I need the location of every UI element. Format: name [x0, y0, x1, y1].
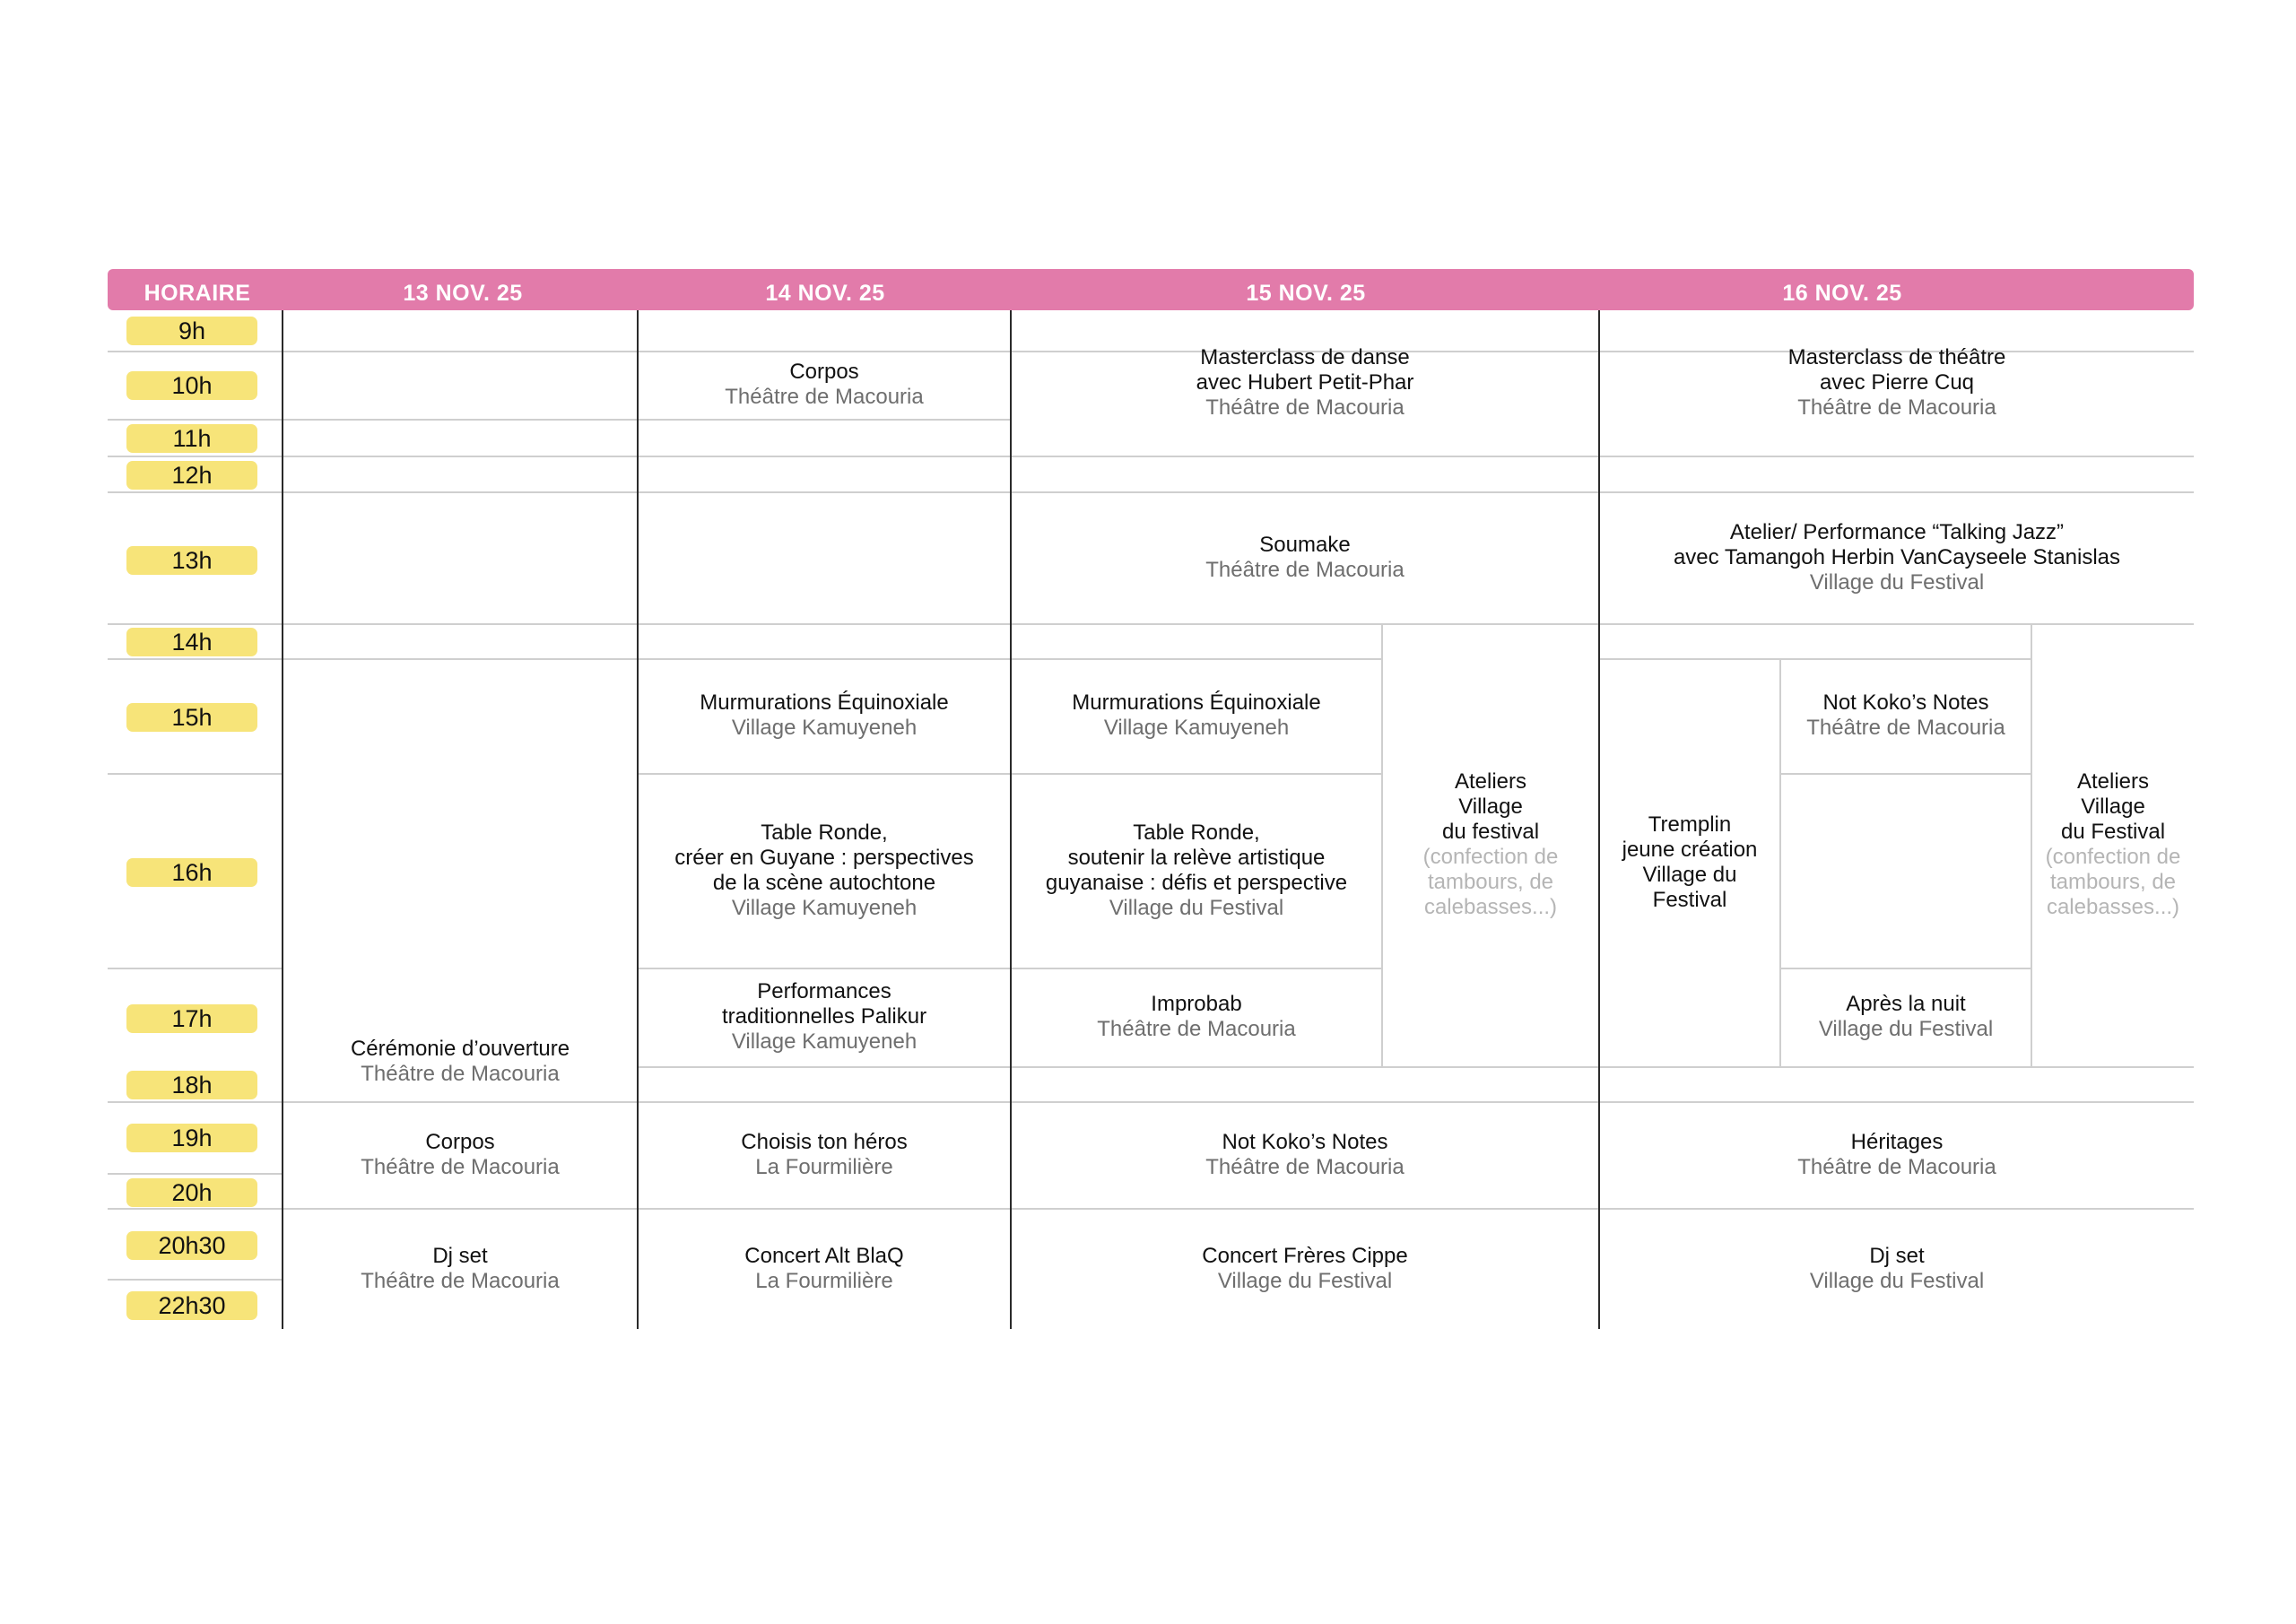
event-title: Corpos	[425, 1129, 495, 1154]
event-title: Ateliers	[2076, 769, 2150, 794]
grid-line	[108, 623, 2194, 625]
event-block	[639, 1208, 1010, 1329]
event-venue: Village Kamuyeneh	[731, 1029, 918, 1054]
event-block	[639, 658, 1010, 773]
event-block	[283, 1208, 637, 1329]
event-venue: Théâtre de Macouria	[1205, 395, 1405, 420]
event-title: Not Koko’s Notes	[1822, 690, 1989, 715]
event-venue: Théâtre de Macouria	[1797, 1154, 1996, 1179]
event-title: Choisis ton héros	[741, 1129, 908, 1154]
event-title: Soumake	[1259, 532, 1351, 557]
header-day-13: 13 NOV. 25	[403, 281, 523, 306]
event-note: tambours, de	[1427, 870, 1554, 894]
hour-label: 20h30	[126, 1231, 257, 1260]
hour-label: 15h	[126, 703, 257, 732]
event-block	[639, 351, 1010, 419]
event-title: Performances	[757, 979, 891, 1003]
grid-line	[108, 456, 2194, 457]
hour-label: 9h	[126, 317, 257, 345]
hour-label: 11h	[126, 424, 257, 453]
event-block	[1781, 968, 2031, 1066]
event-block	[283, 1101, 637, 1208]
event-title: Concert Frères Cippe	[1202, 1243, 1408, 1268]
hour-label: 13h	[126, 546, 257, 575]
event-block	[283, 968, 637, 1101]
event-venue: Village Kamuyeneh	[731, 895, 918, 920]
grid-line	[108, 773, 283, 775]
header-day-14: 14 NOV. 25	[765, 281, 885, 306]
event-title: Masterclass de théâtre	[1787, 345, 2006, 369]
grid-line	[108, 968, 283, 969]
event-title: Masterclass de danse	[1200, 345, 1410, 369]
event-venue: Théâtre de Macouria	[725, 385, 924, 409]
event-title: de la scène autochtone	[712, 870, 936, 895]
event-title: traditionnelles Palikur	[721, 1004, 927, 1029]
event-block	[1012, 968, 1381, 1066]
event-block	[1012, 658, 1381, 773]
event-venue: Village du Festival	[1217, 1268, 1393, 1293]
hour-label: 14h	[126, 628, 257, 656]
event-block	[1600, 310, 2194, 456]
event-venue: Théâtre de Macouria	[361, 1268, 560, 1293]
event-venue: Village Kamuyeneh	[731, 716, 918, 740]
grid-line	[108, 1279, 283, 1281]
event-venue: Village du Festival	[1109, 895, 1284, 920]
grid-line	[108, 1173, 283, 1175]
event-venue: Théâtre de Macouria	[1205, 557, 1405, 582]
event-venue: Village du Festival	[1809, 1268, 1985, 1293]
hour-label: 20h	[126, 1178, 257, 1207]
grid-line	[639, 1066, 2194, 1068]
event-block	[1012, 491, 1598, 623]
event-title: créer en Guyane : perspectives	[674, 845, 974, 870]
event-title: Ateliers	[1454, 769, 1527, 794]
event-venue: Théâtre de Macouria	[1806, 716, 2005, 740]
event-venue: Théâtre de Macouria	[361, 1061, 560, 1086]
event-venue: Village du Festival	[1818, 1017, 1994, 1041]
event-venue: Théâtre de Macouria	[1097, 1017, 1296, 1041]
event-title: Héritages	[1850, 1129, 1944, 1154]
event-title: Murmurations Équinoxiale	[700, 690, 949, 715]
event-venue: Village du	[1642, 862, 1737, 887]
event-block	[1600, 1101, 2194, 1208]
hour-label: 16h	[126, 858, 257, 887]
hour-label: 19h	[126, 1124, 257, 1152]
event-title: Concert Alt BlaQ	[744, 1243, 904, 1268]
event-block	[1781, 658, 2031, 773]
event-title: Cérémonie d’ouverture	[350, 1036, 570, 1061]
header-day-15: 15 NOV. 25	[1246, 281, 1366, 306]
hour-label: 18h	[126, 1071, 257, 1099]
grid-line	[1779, 773, 2031, 775]
event-venue: Village Kamuyeneh	[1103, 716, 1290, 740]
event-block	[1012, 310, 1598, 456]
event-note: (confection de	[2045, 845, 2181, 869]
event-title: Not Koko’s Notes	[1222, 1129, 1388, 1154]
event-title: Tremplin	[1648, 812, 1732, 837]
grid-line	[108, 419, 1012, 421]
event-venue: Théâtre de Macouria	[1797, 395, 1996, 420]
event-block	[1383, 623, 1598, 1066]
hour-label: 12h	[126, 461, 257, 490]
event-title: avec Hubert Petit-Phar	[1196, 370, 1414, 395]
event-note: tambours, de	[2049, 870, 2177, 894]
event-venue: La Fourmilière	[755, 1154, 893, 1179]
event-block	[1600, 1208, 2194, 1329]
event-title: Murmurations Équinoxiale	[1072, 690, 1321, 715]
event-title: avec Tamangoh Herbin VanCayseele Stanislas	[1673, 544, 2121, 569]
event-block	[2032, 623, 2194, 1066]
event-title: Dj set	[1869, 1243, 1925, 1268]
event-title: Corpos	[789, 360, 859, 384]
event-note: calebasses...)	[1423, 895, 1558, 919]
event-venue: Festival	[1652, 887, 1727, 912]
event-title: Atelier/ Performance “Talking Jazz”	[1729, 519, 2065, 544]
event-block	[639, 773, 1010, 968]
event-note: (confection de	[1422, 845, 1559, 869]
event-block	[639, 1101, 1010, 1208]
event-title: Village	[1458, 795, 1523, 819]
event-venue: Théâtre de Macouria	[1205, 1154, 1405, 1179]
event-title: soutenir la relève artistique	[1067, 845, 1326, 870]
event-title: Village	[2081, 795, 2145, 819]
event-title: avec Pierre Cuq	[1819, 370, 1975, 395]
event-title: Après la nuit	[1846, 992, 1966, 1016]
event-title: du Festival	[2060, 820, 2166, 844]
hour-label: 22h30	[126, 1291, 257, 1320]
hour-label: 17h	[126, 1004, 257, 1033]
event-block	[1012, 1101, 1598, 1208]
event-block	[1012, 773, 1381, 968]
event-title: Table Ronde,	[1133, 820, 1260, 845]
event-block	[1012, 1208, 1598, 1329]
event-title: guyanaise : défis et perspective	[1045, 870, 1348, 895]
event-title: jeune création	[1622, 837, 1758, 862]
event-title: Improbab	[1151, 992, 1242, 1016]
event-block	[639, 968, 1010, 1066]
header-horaire: HORAIRE	[144, 281, 251, 306]
event-venue: Village du Festival	[1809, 569, 1985, 595]
event-title: du festival	[1441, 820, 1540, 844]
hour-label: 10h	[126, 371, 257, 400]
event-venue: La Fourmilière	[755, 1268, 893, 1293]
header-day-16: 16 NOV. 25	[1782, 281, 1902, 306]
event-block	[1600, 658, 1779, 1066]
event-venue: Théâtre de Macouria	[361, 1154, 560, 1179]
event-block	[1600, 491, 2194, 623]
event-title: Table Ronde,	[761, 820, 888, 845]
event-title: Dj set	[432, 1243, 488, 1268]
event-note: calebasses...)	[2046, 895, 2180, 919]
